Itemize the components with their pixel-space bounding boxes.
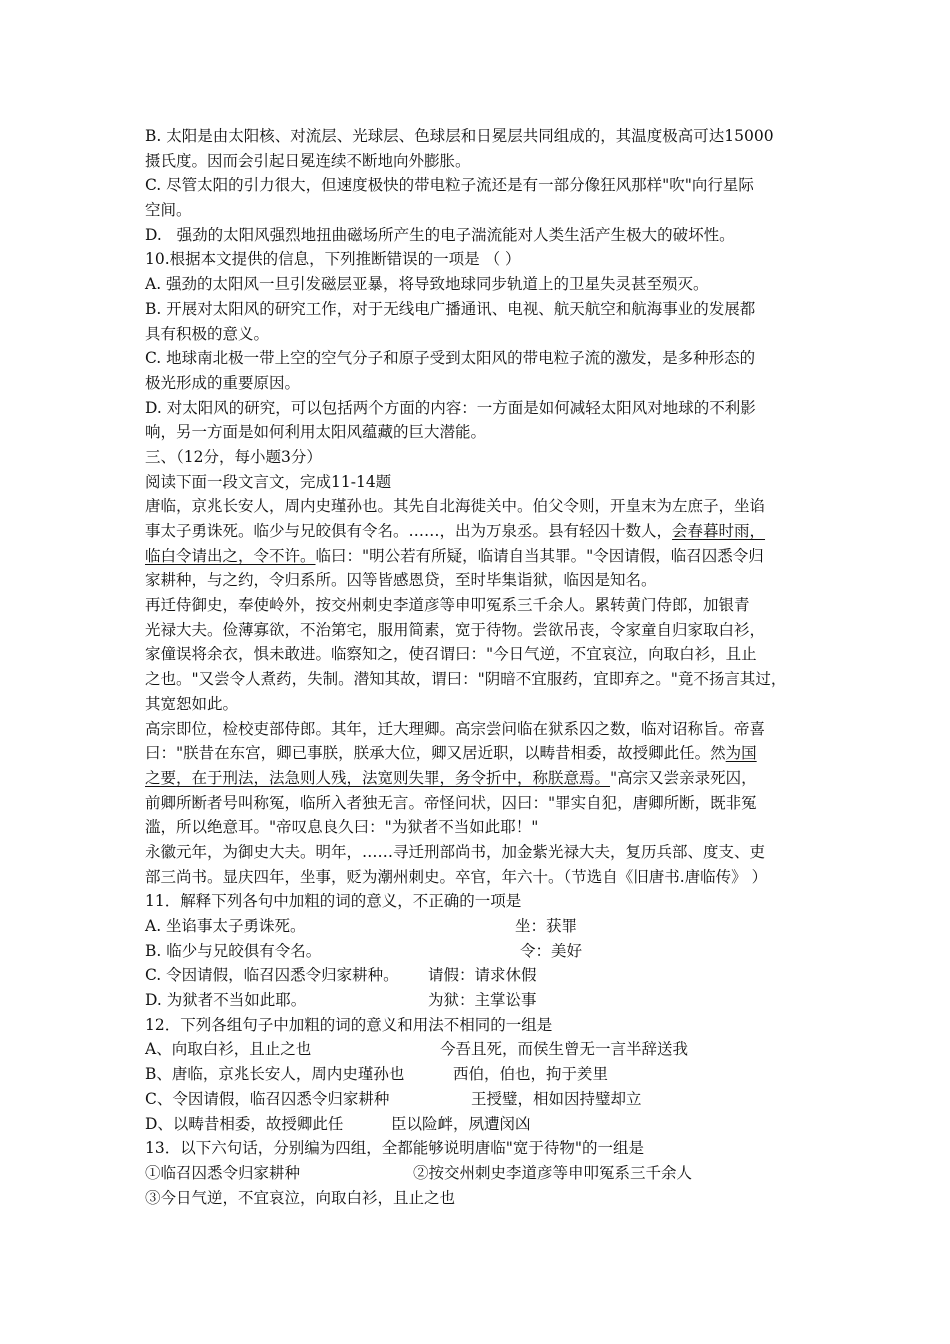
- reading-instruction: 阅读下面一段文言文，完成11-14题: [145, 472, 392, 491]
- passage-p1-line1: 唐临，京兆长安人，周内史瑾孙也。其先自北海徙关中。伯父令则，开皇末为左庶子，坐谄: [145, 497, 766, 516]
- q9-option-d: D. 强劲的太阳风强烈地扭曲磁场所产生的电子湍流能对人类生活产生极大的破坏性。: [145, 225, 735, 244]
- passage-p3-line1: 高宗即位，检校吏部侍郎。其年，迁大理卿。高宗尝问临在狱系囚之数，临对诏称旨。帝喜: [145, 719, 766, 738]
- q10-option-d-line1: D. 对太阳风的研究，可以包括两个方面的内容：一方面是如何减轻太阳风对地球的不利影: [145, 398, 756, 417]
- passage-p2-line3: 家僮误将余衣，惧未敢进。临察知之，使召谓曰："今日气逆，不宜哀泣，向取白衫，且止: [145, 645, 757, 664]
- underlined-sentence: 为国: [725, 744, 757, 763]
- document-page: [145, 124, 817, 1210]
- passage-p2-line4: 之也。"又尝令人煮药，失制。潜知其故，谓曰："阴暗不宜服药，宜即弃之。"竟不扬言其过，: [145, 670, 787, 689]
- underlined-sentence: 之要，在于刑法，法急则人残，法宽则失罪，务令折中，称朕意焉。: [145, 768, 611, 787]
- passage-p3-line4: 前卿所断者号叫称冤，临所入者独无言。帝怪问状，囚曰："罪实自犯，唐卿所断，既非冤: [145, 793, 757, 812]
- q9-option-b-line2: 摄氏度。因而会引起日冕连续不断地向外膨胀。: [145, 151, 471, 170]
- q11-stem: 11．解释下列各句中加粗的词的意义，不正确的一项是: [145, 892, 522, 911]
- q13-stem: 13．以下六句话，分别编为四组，全都能够说明唐临"宽于待物"的一组是: [145, 1139, 644, 1158]
- q12-stem: 12．下列各组句子中加粗的词的意义和用法不相同的一组是: [145, 1015, 553, 1034]
- q10-option-d-line2: 响，另一方面是如何利用太阳风蕴藏的巨大潜能。: [145, 423, 487, 442]
- underlined-sentence: 会春暮时雨，: [672, 522, 766, 540]
- q11-option-c: C. 令因请假，临召囚悉令归家耕种。 请假：请求休假: [145, 966, 537, 985]
- q9-option-b-line1: B. 太阳是由太阳核、对流层、光球层、色球层和日冕层共同组成的，其温度极高可达15000: [145, 127, 774, 145]
- q13-row2: ③今日气逆，不宜哀泣，向取白衫，且止之也: [145, 1188, 456, 1207]
- q13-row1: ①临召囚悉令归家耕种 ②按交州刺史李道彦等申叩冤系三千余人: [145, 1163, 693, 1182]
- q12-option-b: B、唐临，京兆长安人，周内史瑾孙也 西伯，伯也，拘于羑里: [145, 1065, 609, 1084]
- passage-p3-line5: 滥，所以绝意耳。"帝叹息良久曰："为狱者不当如此耶！": [145, 818, 539, 837]
- passage-p1-line4: 家耕种，与之约，令归系所。囚等皆感恩贷，至时毕集诣狱，临因是知名。: [145, 571, 657, 590]
- q12-option-d: D、以畴昔相委，故授卿此任 臣以险衅，夙遭闵凶: [145, 1114, 531, 1133]
- section-3-heading: 三、（12分，每小题3分）: [145, 447, 322, 466]
- passage-p1-line3: 临白令请出之，令不许。临曰："明公若有所疑，临请自当其罪。"令因请假，临召囚悉令归: [145, 546, 764, 565]
- q9-option-c-line2: 空间。: [145, 201, 192, 220]
- underlined-sentence: 临白令请出之，令不许。: [145, 546, 316, 565]
- q12-option-a: A、向取白衫，且止之也 今吾且死，而侯生曾无一言半辞送我: [145, 1040, 689, 1059]
- passage-p3-line3: 之要，在于刑法，法急则人残，法宽则失罪，务令折中，称朕意焉。"高宗又尝亲录死囚，: [145, 768, 757, 787]
- q10-option-c-line2: 极光形成的重要原因。: [145, 373, 301, 392]
- q10-option-a: A. 强劲的太阳风一旦引发磁层亚暴，将导致地球同步轨道上的卫星失灵甚至殒灭。: [145, 275, 709, 294]
- q11-option-b: B. 临少与兄皎俱有令名。 令：美好: [145, 941, 583, 960]
- passage-p2-line1: 再迁侍御史，奉使岭外，按交州刺史李道彦等申叩冤系三千余人。累转黄门侍郎，加银青: [145, 596, 750, 615]
- passage-p4-line1: 永徽元年，为御史大夫。明年，……寻迁刑部尚书，加金紫光禄大夫，复历兵部、度支、吏: [145, 842, 766, 861]
- passage-p4-line2: 部三尚书。显庆四年，坐事，贬为潮州刺史。卒官，年六十。（节选自《旧唐书.唐临传》 ）: [145, 867, 768, 886]
- q12-option-c: C、令因请假，临召囚悉令归家耕种 王授璧，相如因持璧却立: [145, 1089, 642, 1108]
- q11-option-d: D. 为狱者不当如此耶。 为狱：主掌讼事: [145, 991, 537, 1010]
- q10-option-b-line2: 具有积极的意义。: [145, 324, 270, 343]
- q10-stem: 10.根据本文提供的信息，下列推断错误的一项是 （ ）: [145, 250, 521, 269]
- q10-option-b-line1: B. 开展对太阳风的研究工作，对于无线电广播通讯、电视、航天航空和航海事业的发展都: [145, 299, 756, 318]
- passage-p1-line2: 事太子勇诛死。临少与兄皎俱有令名。……，出为万泉丞。县有轻囚十数人，会春暮时雨，: [145, 522, 766, 540]
- q10-option-c-line1: C. 地球南北极一带上空的空气分子和原子受到太阳风的带电粒子流的激发，是多种形态的: [145, 349, 756, 368]
- q11-option-a: A. 坐谄事太子勇诛死。 坐：获罪: [145, 917, 578, 935]
- passage-p2-line2: 光禄大夫。俭薄寡欲，不治第宅，服用简素，宽于待物。尝欲吊丧，令家童自归家取白衫，: [145, 620, 766, 639]
- passage-p3-line2: 曰："朕昔在东宫，卿已事朕，朕承大位，卿又居近职，以畴昔相委，故授卿此任。然为国: [145, 744, 757, 763]
- passage-p2-line5: 其宽恕如此。: [145, 694, 239, 713]
- q9-option-c-line1: C. 尽管太阳的引力很大，但速度极快的带电粒子流还是有一部分像狂风那样"吹"向行星际: [145, 176, 754, 195]
